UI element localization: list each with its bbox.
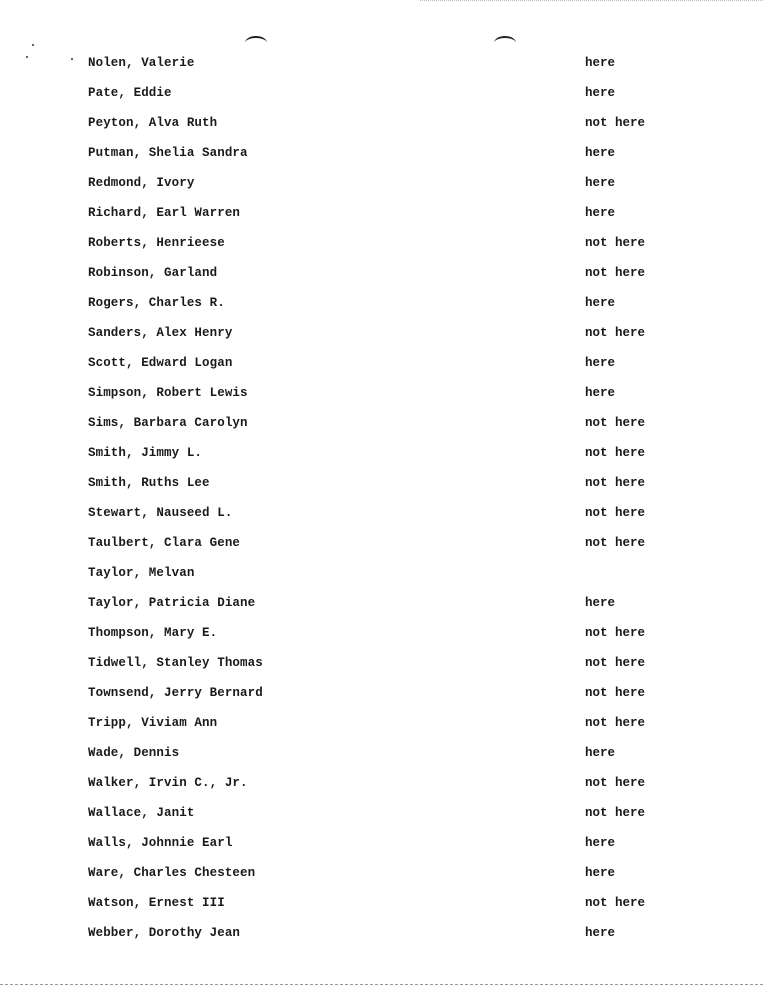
student-name: Sanders, Alex Henry (88, 326, 233, 340)
attendance-status: not here (585, 656, 646, 670)
attendance-status: here (585, 386, 616, 400)
attendance-status: not here (585, 116, 646, 130)
roster-row (88, 172, 688, 202)
student-name: Richard, Earl Warren (88, 206, 241, 220)
attendance-status: not here (585, 716, 646, 730)
attendance-status: here (585, 926, 616, 940)
roster-row (88, 382, 688, 412)
attendance-status: not here (585, 326, 646, 340)
roster-row (88, 742, 688, 772)
student-name: Smith, Jimmy L. (88, 446, 203, 460)
roster-row (88, 772, 688, 802)
roster-row (88, 232, 688, 262)
attendance-roster (88, 52, 688, 952)
student-name: Watson, Ernest III (88, 896, 225, 910)
roster-row (88, 142, 688, 172)
student-name: Roberts, Henrieese (88, 236, 225, 250)
student-name: Putman, Shelia Sandra (88, 146, 248, 160)
student-name: Taulbert, Clara Gene (88, 536, 241, 550)
roster-row (88, 832, 688, 862)
attendance-status: not here (585, 686, 646, 700)
attendance-status: here (585, 356, 616, 370)
student-name: Walker, Irvin C., Jr. (88, 776, 248, 790)
attendance-status: here (585, 866, 616, 880)
attendance-status: here (585, 56, 616, 70)
roster-row (88, 802, 688, 832)
student-name: Ware, Charles Chesteen (88, 866, 256, 880)
roster-row (88, 262, 688, 292)
attendance-status: here (585, 206, 616, 220)
scan-edge-dots (420, 0, 763, 3)
roster-row (88, 532, 688, 562)
attendance-status: not here (585, 266, 646, 280)
attendance-status: not here (585, 896, 646, 910)
student-name: Wallace, Janit (88, 806, 195, 820)
roster-row (88, 202, 688, 232)
student-name: Wade, Dennis (88, 746, 180, 760)
student-name: Smith, Ruths Lee (88, 476, 210, 490)
student-name: Townsend, Jerry Bernard (88, 686, 263, 700)
attendance-status: not here (585, 416, 646, 430)
roster-row (88, 502, 688, 532)
roster-row (88, 592, 688, 622)
student-name: Stewart, Nauseed L. (88, 506, 233, 520)
attendance-status: not here (585, 446, 646, 460)
student-name: Simpson, Robert Lewis (88, 386, 248, 400)
student-name: Taylor, Patricia Diane (88, 596, 256, 610)
roster-row (88, 892, 688, 922)
student-name: Webber, Dorothy Jean (88, 926, 241, 940)
attendance-status: not here (585, 536, 646, 550)
roster-row (88, 322, 688, 352)
roster-row (88, 712, 688, 742)
student-name: Nolen, Valerie (88, 56, 195, 70)
student-name: Thompson, Mary E. (88, 626, 218, 640)
student-name: Redmond, Ivory (88, 176, 195, 190)
attendance-status: here (585, 86, 616, 100)
student-name: Peyton, Alva Ruth (88, 116, 218, 130)
roster-row (88, 82, 688, 112)
roster-row (88, 562, 688, 592)
punch-mark-left (245, 36, 267, 50)
student-name: Rogers, Charles R. (88, 296, 225, 310)
scan-speck (71, 58, 73, 60)
scan-speck (26, 56, 28, 58)
punch-mark-right (494, 36, 516, 50)
attendance-status: not here (585, 806, 646, 820)
attendance-status: not here (585, 476, 646, 490)
roster-row (88, 622, 688, 652)
student-name: Sims, Barbara Carolyn (88, 416, 248, 430)
attendance-status: here (585, 746, 616, 760)
roster-row (88, 412, 688, 442)
attendance-status: not here (585, 626, 646, 640)
attendance-status: here (585, 176, 616, 190)
roster-row (88, 292, 688, 322)
student-name: Walls, Johnnie Earl (88, 836, 233, 850)
roster-row (88, 652, 688, 682)
attendance-status: here (585, 596, 616, 610)
student-name: Scott, Edward Logan (88, 356, 233, 370)
attendance-status: here (585, 296, 616, 310)
roster-row (88, 112, 688, 142)
student-name: Pate, Eddie (88, 86, 172, 100)
attendance-status: not here (585, 236, 646, 250)
student-name: Robinson, Garland (88, 266, 218, 280)
scan-speck (32, 44, 34, 46)
roster-row (88, 922, 688, 952)
roster-row (88, 682, 688, 712)
student-name: Taylor, Melvan (88, 566, 195, 580)
roster-row (88, 52, 688, 82)
roster-row (88, 862, 688, 892)
attendance-status: here (585, 836, 616, 850)
roster-row (88, 442, 688, 472)
roster-row (88, 472, 688, 502)
attendance-status: not here (585, 506, 646, 520)
attendance-status: not here (585, 776, 646, 790)
student-name: Tripp, Viviam Ann (88, 716, 218, 730)
scan-edge-rule (0, 984, 763, 987)
student-name: Tidwell, Stanley Thomas (88, 656, 263, 670)
roster-row (88, 352, 688, 382)
attendance-status: here (585, 146, 616, 160)
